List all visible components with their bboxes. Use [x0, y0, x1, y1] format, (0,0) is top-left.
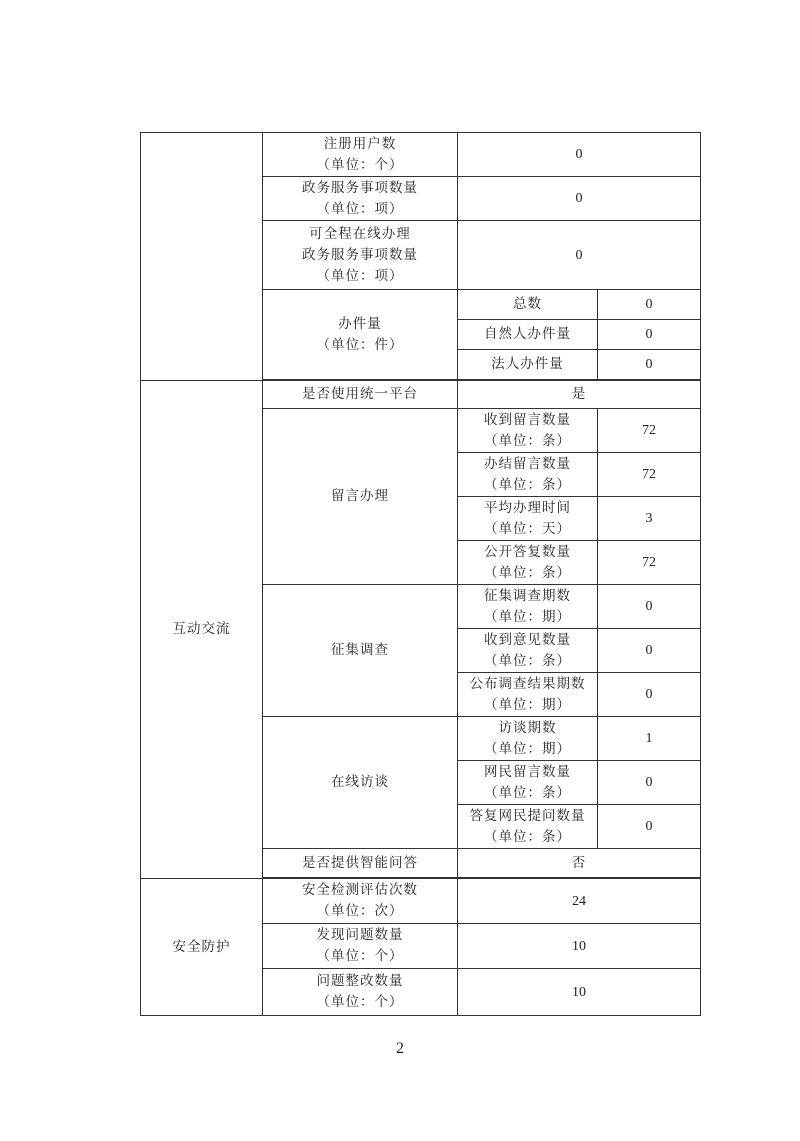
cases-legal-person-label: 法人办件量	[458, 350, 598, 380]
issues-fixed-value: 10	[458, 969, 701, 1016]
cases-total-label: 总数	[458, 290, 598, 320]
interview-replies-label: 答复网民提问数量 （单位：条）	[458, 805, 598, 849]
survey-label: 征集调查	[263, 585, 458, 717]
interview-messages-value: 0	[598, 761, 701, 805]
messages-public-reply-label: 公开答复数量 （单位：条）	[458, 541, 598, 585]
statistics-table-section	[140, 132, 700, 1016]
security-checks-label: 安全检测评估次数 （单位：次）	[263, 879, 458, 924]
messages-avg-time-value: 3	[598, 497, 701, 541]
interview-messages-label: 网民留言数量 （单位：条）	[458, 761, 598, 805]
messages-avg-time-label: 平均办理时间 （单位：天）	[458, 497, 598, 541]
messages-received-value: 72	[598, 409, 701, 453]
cases-natural-person-label: 自然人办件量	[458, 320, 598, 350]
messages-label: 留言办理	[263, 409, 458, 585]
messages-received-label: 收到留言数量 （单位：条）	[458, 409, 598, 453]
category-security: 安全防护	[141, 879, 263, 1016]
issues-found-value: 10	[458, 924, 701, 969]
service-items-label: 政务服务事项数量 （单位：项）	[263, 177, 458, 221]
unified-platform-label: 是否使用统一平台	[263, 381, 458, 409]
interview-replies-value: 0	[598, 805, 701, 849]
issues-fixed-label: 问题整改数量 （单位：个）	[263, 969, 458, 1016]
page-number: 2	[396, 1040, 404, 1057]
survey-periods-value: 0	[598, 585, 701, 629]
category-cell-empty	[141, 133, 263, 381]
interview-periods-label: 访谈期数 （单位：期）	[458, 717, 598, 761]
messages-closed-label: 办结留言数量 （单位：条）	[458, 453, 598, 497]
online-items-label: 可全程在线办理 政务服务事项数量 （单位：项）	[263, 221, 458, 290]
service-items-value: 0	[458, 177, 701, 221]
cases-natural-person-value: 0	[598, 320, 701, 350]
cases-label: 办件量 （单位：件）	[263, 290, 458, 380]
cases-legal-person-value: 0	[598, 350, 701, 380]
interview-periods-value: 1	[598, 717, 701, 761]
registered-users-label: 注册用户数 （单位：个）	[263, 133, 458, 177]
table-row	[141, 133, 701, 177]
survey-results-value: 0	[598, 673, 701, 717]
table-row	[141, 879, 701, 924]
statistics-table	[140, 132, 701, 1016]
security-checks-value: 24	[458, 879, 701, 924]
registered-users-value: 0	[458, 133, 701, 177]
online-items-value: 0	[458, 221, 701, 290]
survey-periods-label: 征集调查期数 （单位：期）	[458, 585, 598, 629]
category-interaction: 互动交流	[141, 381, 263, 879]
interview-label: 在线访谈	[263, 717, 458, 849]
survey-opinions-value: 0	[598, 629, 701, 673]
smart-qa-label: 是否提供智能问答	[263, 849, 458, 878]
table-row	[141, 381, 701, 409]
survey-results-label: 公布调查结果期数 （单位：期）	[458, 673, 598, 717]
unified-platform-value: 是	[458, 381, 701, 409]
messages-public-reply-value: 72	[598, 541, 701, 585]
cases-total-value: 0	[598, 290, 701, 320]
survey-opinions-label: 收到意见数量 （单位：条）	[458, 629, 598, 673]
smart-qa-value: 否	[458, 849, 701, 878]
messages-closed-value: 72	[598, 453, 701, 497]
issues-found-label: 发现问题数量 （单位：个）	[263, 924, 458, 969]
